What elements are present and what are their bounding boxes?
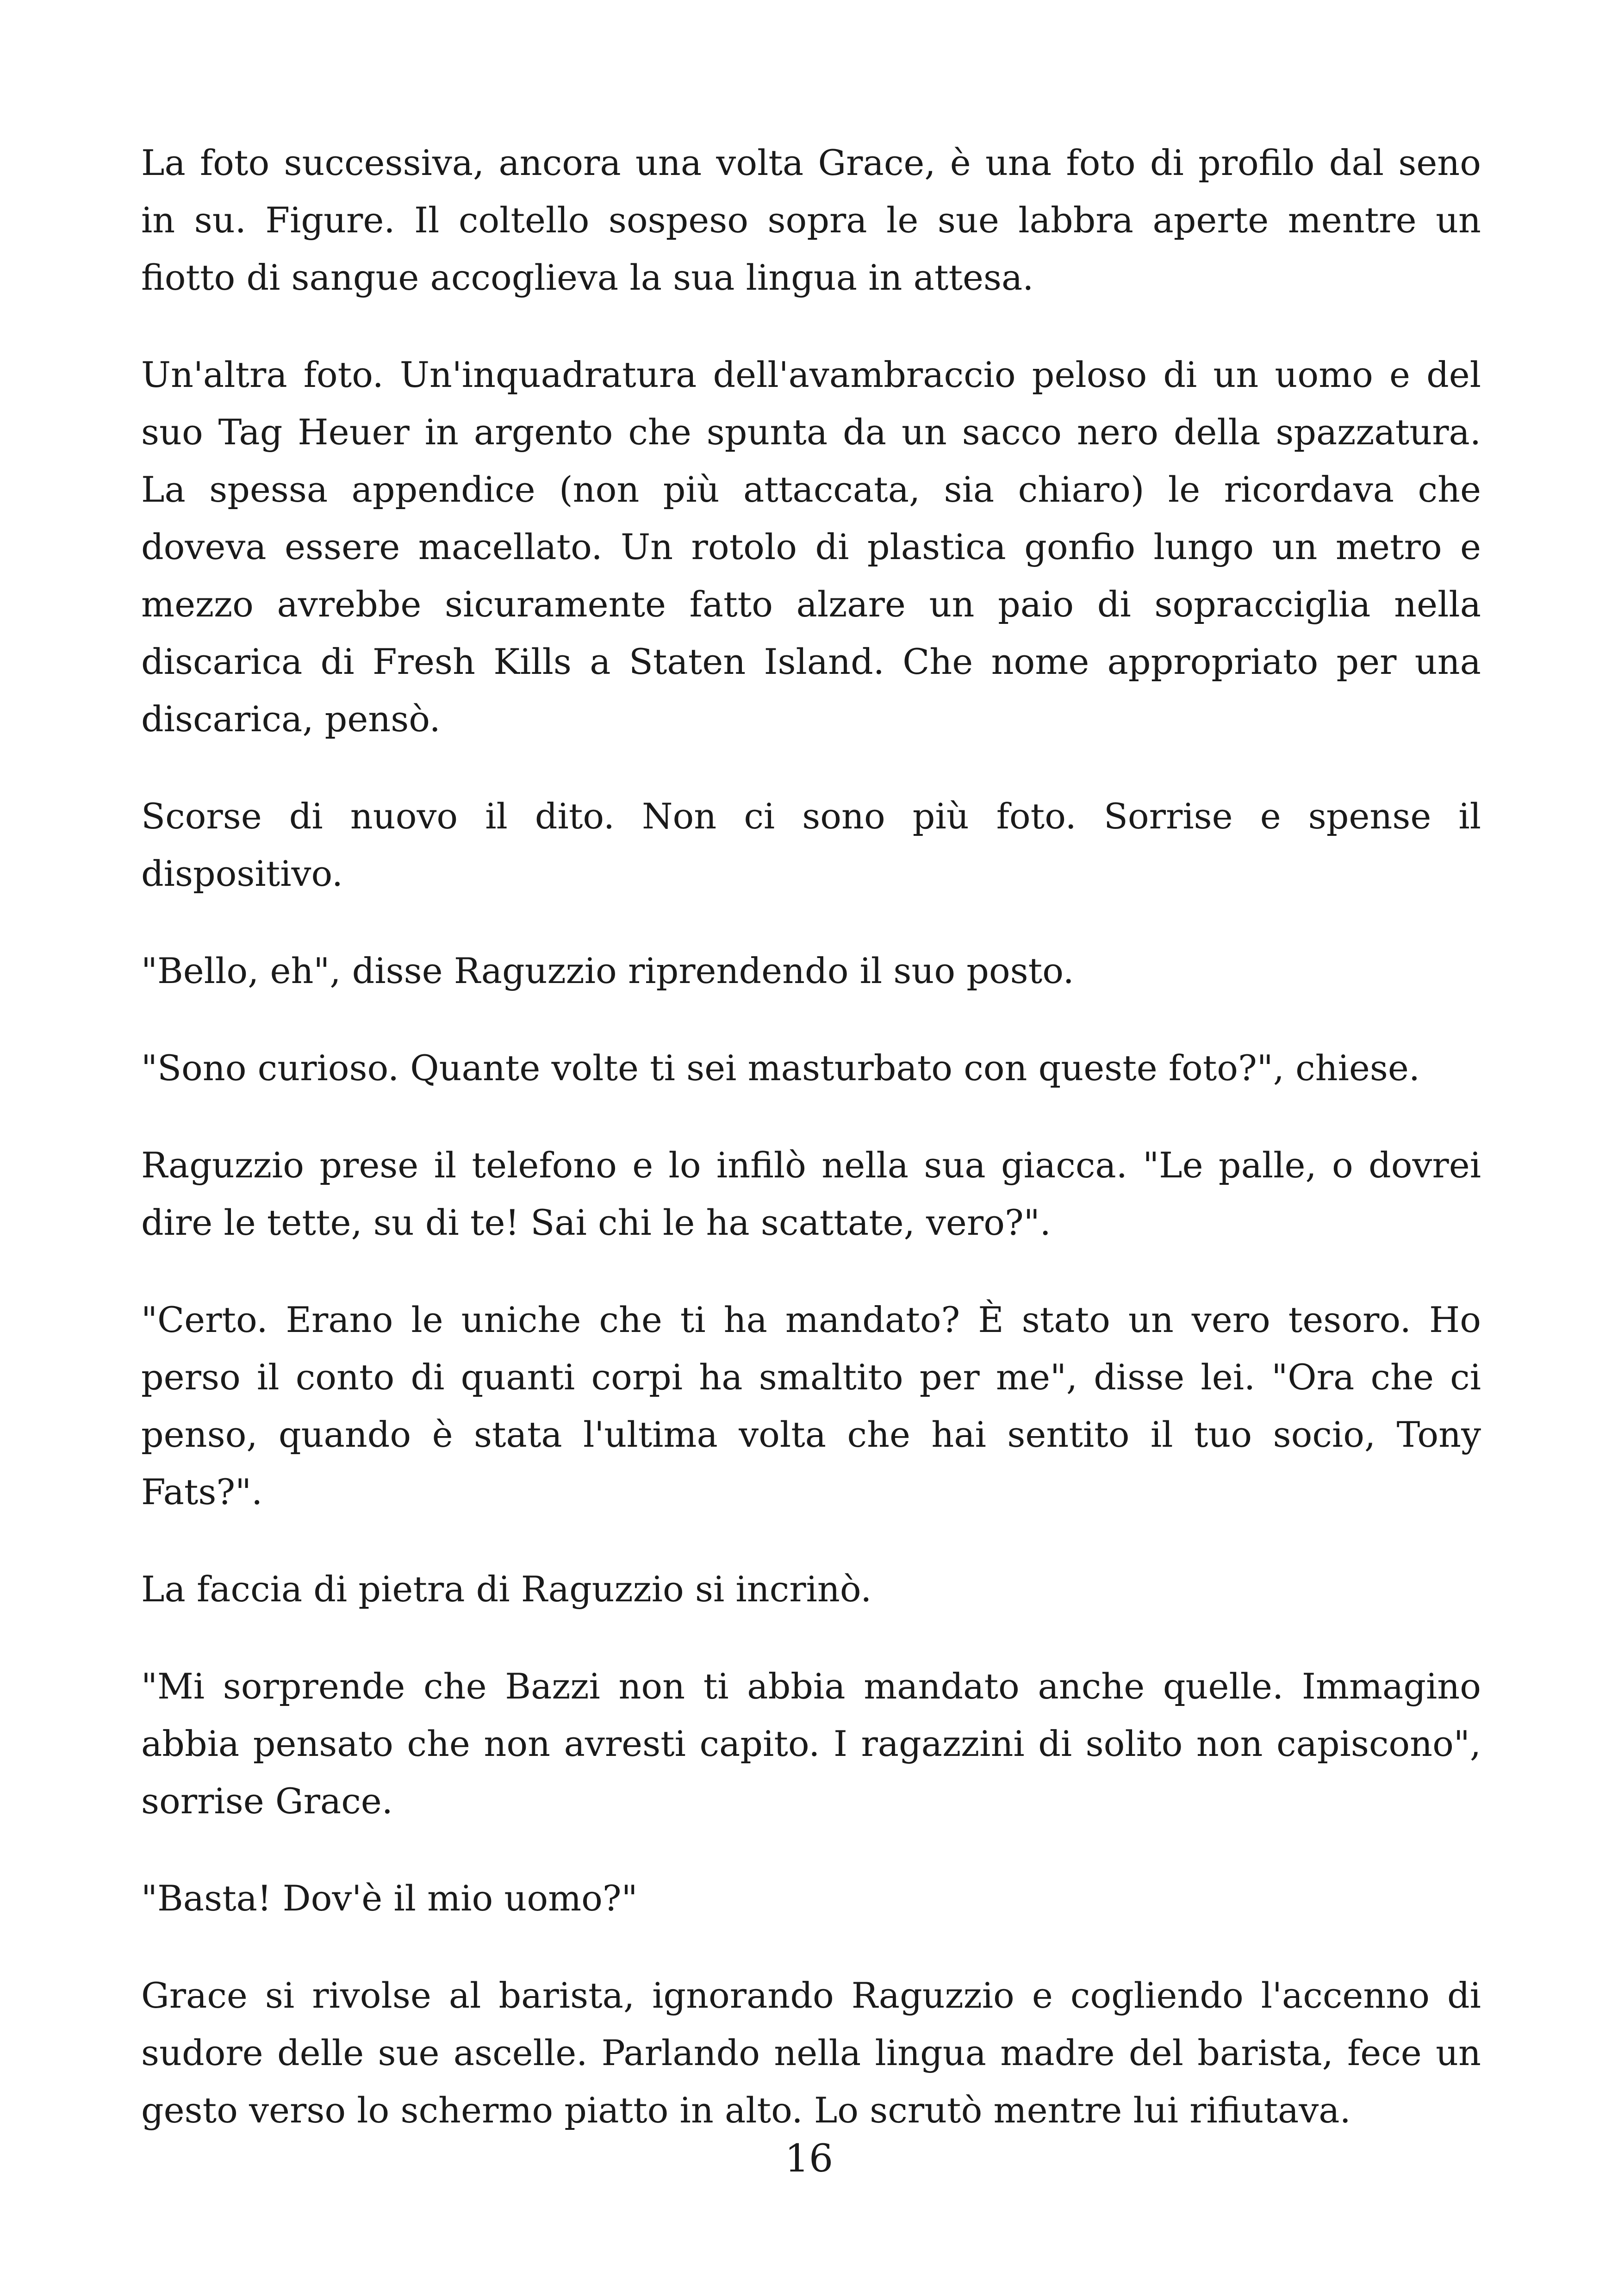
- page-number: 16: [784, 2137, 834, 2181]
- page-body: [141, 134, 1481, 2143]
- paragraph: "Basta! Dov'è il mio uomo?": [141, 1878, 638, 1919]
- paragraph: "Certo. Erano le uniche che ti ha mandato? È stato un vero tesoro. Ho perso il conto di quanti corpi ha smaltito per me", disse lei. "Ora che ci penso, quando è stata l'ultima volta che hai sentito il tuo socio, Tony Fats?".: [141, 1299, 1481, 1512]
- paragraph: "Bello, eh", disse Raguzzio riprendendo il suo posto.: [141, 950, 1074, 991]
- paragraph: La faccia di pietra di Raguzzio si incrinò.: [141, 1568, 872, 1610]
- paragraph: Un'altra foto. Un'inquadratura dell'avambraccio peloso di un uomo e del suo Tag Heuer in argento che spunta da un sacco nero della spazzatura. La spessa appendice (non più attaccata, sia chiaro) le ricordava che doveva essere macellato. Un rotolo di plastica gonfio lungo un metro e mezzo avrebbe sicuramente fatto alzare un paio di sopracciglia nella discarica di Fresh Kills a Staten Island. Che nome appropriato per una discarica, pensò.: [141, 354, 1481, 740]
- paragraph: Raguzzio prese il telefono e lo infilò nella sua giacca. "Le palle, o dovrei dire le tette, su di te! Sai chi le ha scattate, vero?".: [141, 1145, 1481, 1243]
- paragraph-last: Grace si rivolse al barista, ignorando Raguzzio e cogliendo l'accenno di sudore delle sue ascelle. Parlando nella lingua madre del barista, fece un gesto verso lo schermo piatto in alto. Lo scrutò mentre lui rifiutava.: [141, 1975, 1481, 2131]
- paragraph: Scorse di nuovo il dito. Non ci sono più foto. Sorrise e spense il dispositivo.: [141, 796, 1481, 894]
- paragraph: "Sono curioso. Quante volte ti sei masturbato con queste foto?", chiese.: [141, 1047, 1420, 1089]
- paragraph: "Mi sorprende che Bazzi non ti abbia mandato anche quelle. Immagino abbia pensato che non avresti capito. I ragazzini di solito non capiscono", sorrise Grace.: [141, 1666, 1481, 1822]
- paragraph: La foto successiva, ancora una volta Grace, è una foto di profilo dal seno in su. Figure. Il coltello sospeso sopra le sue labbra aperte mentre un fiotto di sangue accoglieva la sua lingua in attesa.: [141, 142, 1481, 298]
